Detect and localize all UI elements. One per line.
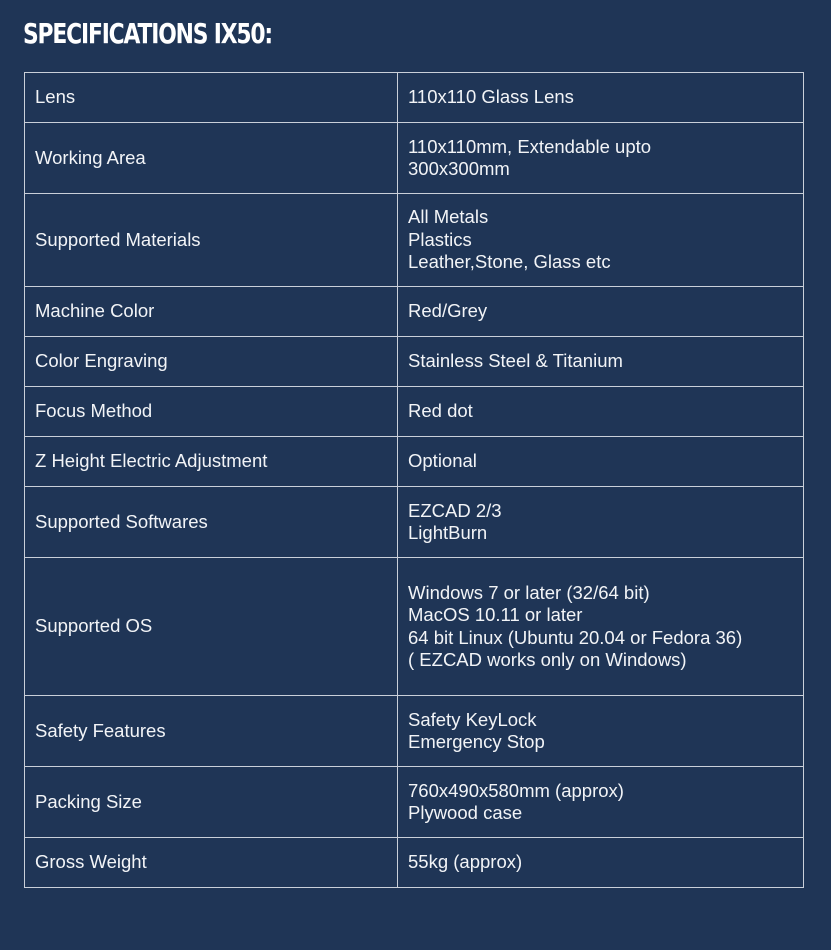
spec-value-line: Safety KeyLock [408,708,537,730]
table-row [25,558,804,696]
specifications-table [24,72,804,888]
table-row [25,73,804,123]
spec-value [398,487,804,558]
spec-label: Color Engraving [25,337,398,387]
spec-label: Packing Size [25,767,398,838]
spec-value-line: Stainless Steel & Titanium [408,350,623,372]
spec-value [398,767,804,838]
spec-label: Gross Weight [25,838,398,888]
spec-value [398,73,804,123]
spec-value-line: LightBurn [408,522,488,543]
spec-value-line: All Metals [408,206,489,228]
spec-value-line: Optional [408,450,477,472]
spec-value-line: Windows 7 or later (32/64 bit) [408,581,650,603]
table-row [25,838,804,888]
spec-value-line: Leather,Stone, Glass etc [408,251,611,273]
spec-label: Supported Materials [25,194,398,287]
spec-value-line: Red dot [408,400,473,422]
spec-value-line: MacOS 10.11 or later [408,604,583,625]
specifications-table-body [25,73,804,888]
spec-label: Focus Method [25,387,398,437]
spec-value [398,838,804,888]
spec-label: Safety Features [25,696,398,767]
spec-value-line: 300x300mm [408,158,510,179]
spec-value-line: Red/Grey [408,300,488,322]
spec-value [398,287,804,337]
spec-value-line: 760x490x580mm (approx) [408,779,624,801]
spec-value-line: 110x110mm, Extendable upto [408,135,652,157]
table-row [25,487,804,558]
spec-value-line: Plywood case [408,802,523,823]
spec-value [398,123,804,194]
table-row [25,437,804,487]
table-row [25,123,804,194]
spec-value [398,696,804,767]
spec-value-line: Plastics [408,228,472,250]
page-title: SPECIFICATIONS IX50: [23,17,272,50]
spec-value-line: 110x110 Glass Lens [408,86,574,108]
spec-value-line: ( EZCAD works only on Windows) [408,649,687,670]
spec-value [398,194,804,287]
table-row [25,194,804,287]
table-row [25,287,804,337]
spec-value [398,437,804,487]
spec-value [398,337,804,387]
spec-value [398,558,804,696]
spec-value-line: EZCAD 2/3 [408,499,502,521]
table-row [25,387,804,437]
table-row [25,696,804,767]
table-row [25,767,804,838]
spec-value-line: Emergency Stop [408,731,545,752]
spec-label: Supported OS [25,558,398,696]
spec-label: Lens [25,73,398,123]
spec-label: Working Area [25,123,398,194]
table-row [25,337,804,387]
spec-value-line: 55kg (approx) [408,851,523,873]
spec-value [398,387,804,437]
spec-value-line: 64 bit Linux (Ubuntu 20.04 or Fedora 36) [408,626,743,648]
spec-label: Supported Softwares [25,487,398,558]
spec-label: Z Height Electric Adjustment [25,437,398,487]
spec-label: Machine Color [25,287,398,337]
